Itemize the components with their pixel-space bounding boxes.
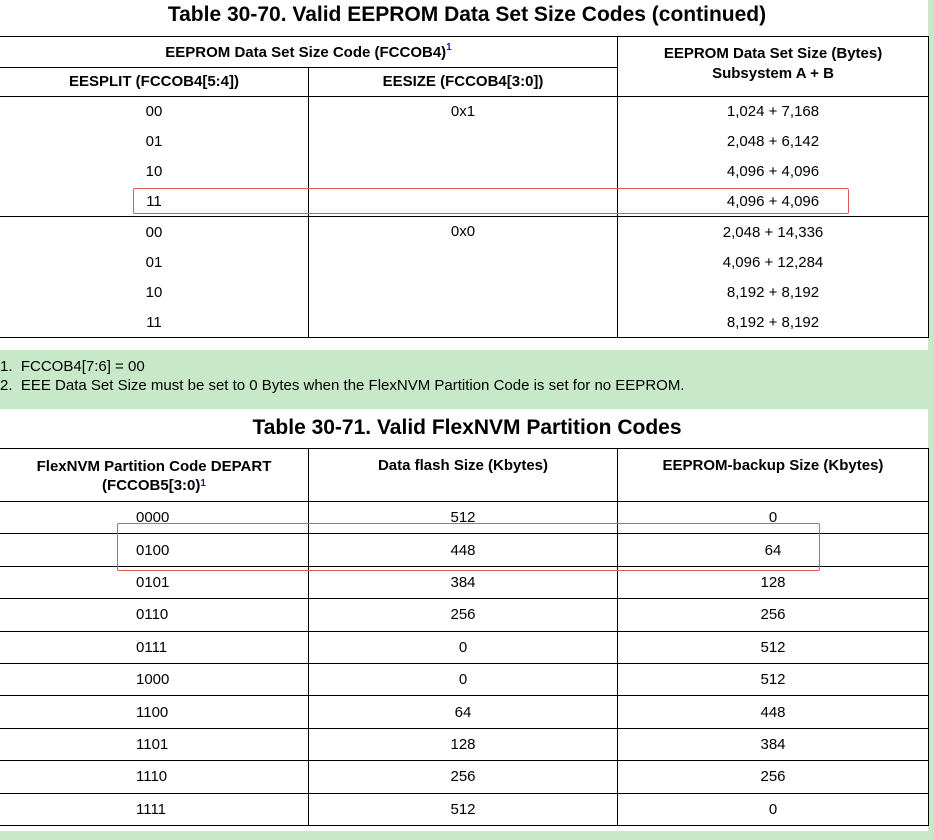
eesplit-cell: 10 bbox=[0, 157, 309, 187]
footnote-1: 1. FCCOB4[7:6] = 00 bbox=[0, 358, 145, 375]
header-eesize: EESIZE (FCCOB4[3:0]) bbox=[309, 68, 618, 97]
table-row bbox=[0, 534, 929, 566]
size-cell: 2,048 + 14,336 bbox=[722, 223, 824, 241]
footnote-ref-1: 1 bbox=[446, 42, 452, 53]
code-cell: 1100 bbox=[0, 696, 309, 728]
size-cell: 4,096 + 4,096 bbox=[618, 187, 929, 217]
backup-cell: 0 bbox=[618, 502, 929, 534]
table-row bbox=[0, 599, 929, 631]
code-cell: 1110 bbox=[0, 761, 309, 793]
backup-cell: 384 bbox=[618, 728, 929, 760]
eesize-cell: 0x0 bbox=[309, 217, 618, 338]
eeprom-size-table bbox=[0, 36, 929, 338]
header-size-code-label: EEPROM Data Set Size Code (FCCOB4) bbox=[165, 44, 447, 61]
header-eesplit: EESPLIT (FCCOB4[5:4]) bbox=[0, 68, 309, 97]
code-cell: 0100 bbox=[0, 534, 309, 566]
footnote-1-text: FCCOB4[7:6] = 00 bbox=[20, 358, 145, 375]
data-cell: 256 bbox=[309, 761, 618, 793]
backup-cell: 128 bbox=[618, 566, 929, 598]
table-row bbox=[0, 663, 929, 695]
code-cell: 0101 bbox=[0, 566, 309, 598]
header-data-flash: Data flash Size (Kbytes) bbox=[309, 449, 618, 502]
size-cell: 4,096 + 4,096 bbox=[726, 163, 820, 180]
backup-cell: 512 bbox=[618, 663, 929, 695]
table-row bbox=[0, 566, 929, 598]
table-row bbox=[0, 793, 929, 825]
header-size-bytes-line2: Subsystem A + B bbox=[712, 65, 834, 82]
flexnvm-partition-table-body bbox=[0, 502, 929, 826]
data-cell: 64 bbox=[309, 696, 618, 728]
table-row bbox=[0, 502, 929, 534]
table1-title: Table 30-70. Valid EEPROM Data Set Size Codes (continued) bbox=[167, 3, 767, 26]
data-cell: 0 bbox=[309, 631, 618, 663]
eesize-cell: 0x1 bbox=[309, 97, 618, 217]
size-cell: 1,024 + 7,168 bbox=[726, 103, 820, 121]
table-row bbox=[0, 97, 929, 127]
data-cell: 512 bbox=[309, 793, 618, 825]
eesplit-cell: 10 bbox=[0, 278, 309, 308]
table2-title: Table 30-71. Valid FlexNVM Partition Codes bbox=[252, 416, 682, 439]
eesplit-cell: 00 bbox=[0, 97, 309, 127]
size-cell: 2,048 + 6,142 bbox=[726, 133, 820, 150]
eesplit-cell: 01 bbox=[0, 248, 309, 278]
backup-cell: 64 bbox=[618, 534, 929, 566]
header-partition-code bbox=[0, 449, 309, 502]
data-cell: 448 bbox=[309, 534, 618, 566]
table-row bbox=[0, 728, 929, 760]
header-size-bytes-line1: EEPROM Data Set Size (Bytes) bbox=[663, 45, 883, 62]
size-cell: 8,192 + 8,192 bbox=[726, 313, 820, 331]
size-cell: 8,192 + 8,192 bbox=[726, 284, 820, 301]
data-cell: 256 bbox=[309, 599, 618, 631]
code-cell: 1000 bbox=[0, 663, 309, 695]
header-size-bytes bbox=[618, 37, 929, 97]
table-row bbox=[0, 217, 929, 248]
eesplit-cell: 11 bbox=[0, 308, 309, 338]
code-cell: 1101 bbox=[0, 728, 309, 760]
data-cell: 384 bbox=[309, 566, 618, 598]
code-cell: 0110 bbox=[0, 599, 309, 631]
backup-cell: 448 bbox=[618, 696, 929, 728]
footnote-2: 2. EEE Data Set Size must be set to 0 Bytes when the FlexNVM Partition Code is set for no EEPROM. bbox=[0, 377, 685, 394]
table-row bbox=[0, 631, 929, 663]
header-eeprom-backup: EEPROM-backup Size (Kbytes) bbox=[618, 449, 929, 502]
backup-cell: 0 bbox=[768, 800, 778, 818]
eesplit-cell: 00 bbox=[0, 217, 309, 248]
footnote-ref-1b: 1 bbox=[200, 478, 206, 489]
eesplit-cell: 01 bbox=[0, 127, 309, 157]
code-cell: 0111 bbox=[0, 631, 309, 663]
eesplit-cell: 11 bbox=[0, 187, 309, 217]
backup-cell: 512 bbox=[618, 631, 929, 663]
code-cell: 0000 bbox=[0, 502, 309, 534]
header-partition-code-line2: (FCCOB5[3:0) bbox=[102, 477, 201, 494]
header-partition-code-line1: FlexNVM Partition Code DEPART bbox=[36, 458, 272, 475]
table-row bbox=[0, 696, 929, 728]
data-cell: 0 bbox=[309, 663, 618, 695]
code-cell: 1111 bbox=[0, 793, 309, 825]
backup-cell: 256 bbox=[618, 761, 929, 793]
table-row bbox=[0, 761, 929, 793]
backup-cell: 256 bbox=[618, 599, 929, 631]
flexnvm-partition-table bbox=[0, 448, 929, 826]
data-cell: 128 bbox=[309, 728, 618, 760]
eeprom-size-table-body bbox=[0, 97, 929, 338]
size-cell: 4,096 + 12,284 bbox=[722, 254, 824, 271]
header-size-code bbox=[0, 37, 618, 68]
footnote-2-text: EEE Data Set Size must be set to 0 Bytes when the FlexNVM Partition Code is set for no EEPROM. bbox=[20, 377, 685, 394]
data-cell: 512 bbox=[309, 502, 618, 534]
